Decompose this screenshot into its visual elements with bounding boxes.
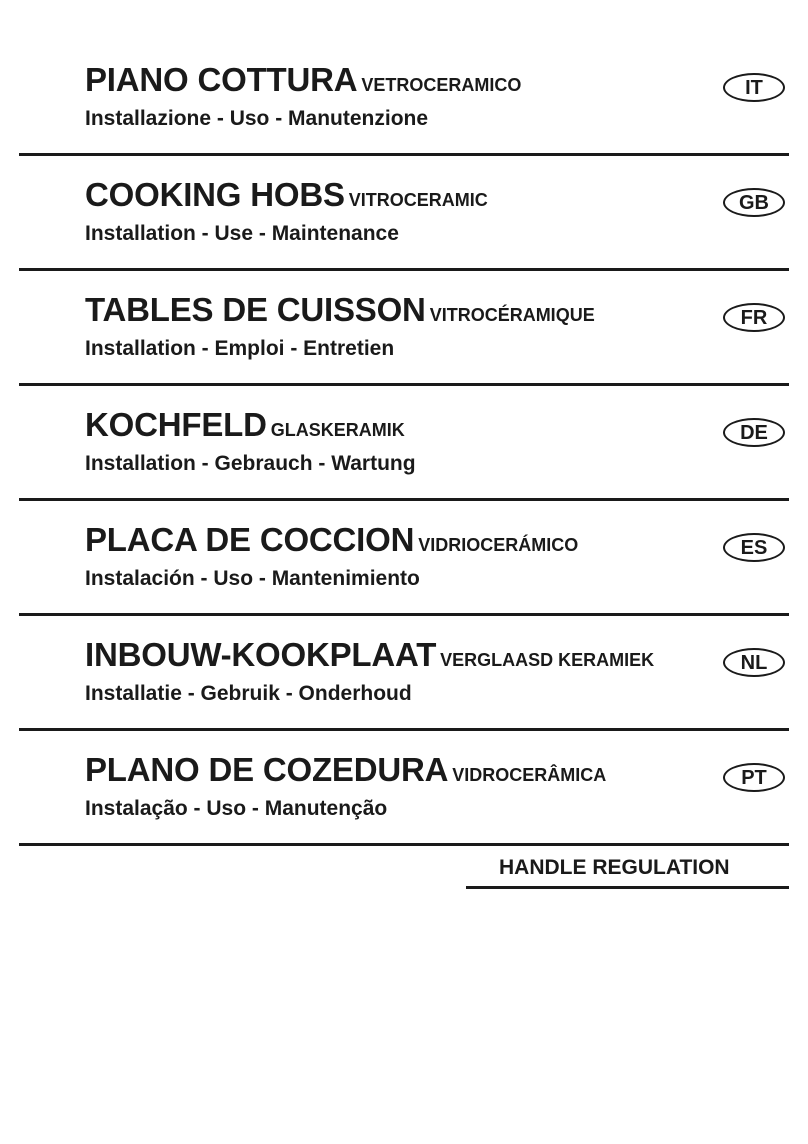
section-es bbox=[19, 501, 789, 616]
manual-scope: Instalação - Uso - Manutenção bbox=[85, 797, 388, 820]
section-title-line bbox=[85, 63, 789, 96]
language-badge-nl: NL bbox=[723, 648, 785, 677]
language-badge-es: ES bbox=[723, 533, 785, 562]
footer-label-text: HANDLE REGULATION bbox=[499, 856, 730, 879]
section-it bbox=[19, 41, 789, 156]
section-text bbox=[85, 638, 789, 704]
product-title: COOKING HOBS bbox=[85, 176, 345, 213]
section-text bbox=[85, 753, 789, 819]
section-nl bbox=[19, 616, 789, 731]
section-text bbox=[85, 178, 789, 244]
section-title-line bbox=[85, 523, 789, 556]
language-sections bbox=[0, 41, 808, 846]
section-text bbox=[85, 293, 789, 359]
manual-scope: Installation - Emploi - Entretien bbox=[85, 337, 395, 360]
material-label: VIDRIOCERÁMICO bbox=[418, 535, 579, 555]
manual-scope: Installazione - Uso - Manutenzione bbox=[85, 107, 429, 130]
language-badge-fr: FR bbox=[723, 303, 785, 332]
manual-scope: Instalación - Uso - Mantenimiento bbox=[85, 567, 420, 590]
section-pt bbox=[19, 731, 789, 846]
section-title-line bbox=[85, 178, 789, 211]
section-text bbox=[85, 408, 789, 474]
manual-scope: Installation - Gebrauch - Wartung bbox=[85, 452, 416, 475]
section-title-line bbox=[85, 408, 789, 441]
language-badge-gb: GB bbox=[723, 188, 785, 217]
product-title: TABLES DE CUISSON bbox=[85, 291, 426, 328]
section-title-line bbox=[85, 293, 789, 326]
material-label: VERGLAASD KERAMIEK bbox=[440, 650, 655, 670]
product-title: KOCHFELD bbox=[85, 406, 267, 443]
language-badge-de: DE bbox=[723, 418, 785, 447]
manual-scope: Installation - Use - Maintenance bbox=[85, 222, 399, 245]
manual-scope: Installatie - Gebruik - Onderhoud bbox=[85, 682, 412, 705]
section-title-line bbox=[85, 753, 789, 786]
section-fr bbox=[19, 271, 789, 386]
product-title: INBOUW-KOOKPLAAT bbox=[85, 636, 437, 673]
language-badge-it: IT bbox=[723, 73, 785, 102]
section-gb bbox=[19, 156, 789, 271]
section-text bbox=[85, 63, 789, 129]
section-text bbox=[85, 523, 789, 589]
language-badge-pt: PT bbox=[723, 763, 785, 792]
material-label: VITROCÉRAMIQUE bbox=[429, 305, 595, 325]
material-label: GLASKERAMIK bbox=[270, 420, 405, 440]
product-title: PLANO DE COZEDURA bbox=[85, 751, 449, 788]
handle-regulation-label bbox=[466, 857, 789, 889]
material-label: VIDROCERÂMICA bbox=[452, 765, 607, 785]
section-de bbox=[19, 386, 789, 501]
section-title-line bbox=[85, 638, 789, 671]
material-label: VETROCERAMICO bbox=[361, 75, 522, 95]
product-title: PIANO COTTURA bbox=[85, 61, 358, 98]
material-label: VITROCERAMIC bbox=[348, 190, 488, 210]
product-title: PLACA DE COCCION bbox=[85, 521, 415, 558]
